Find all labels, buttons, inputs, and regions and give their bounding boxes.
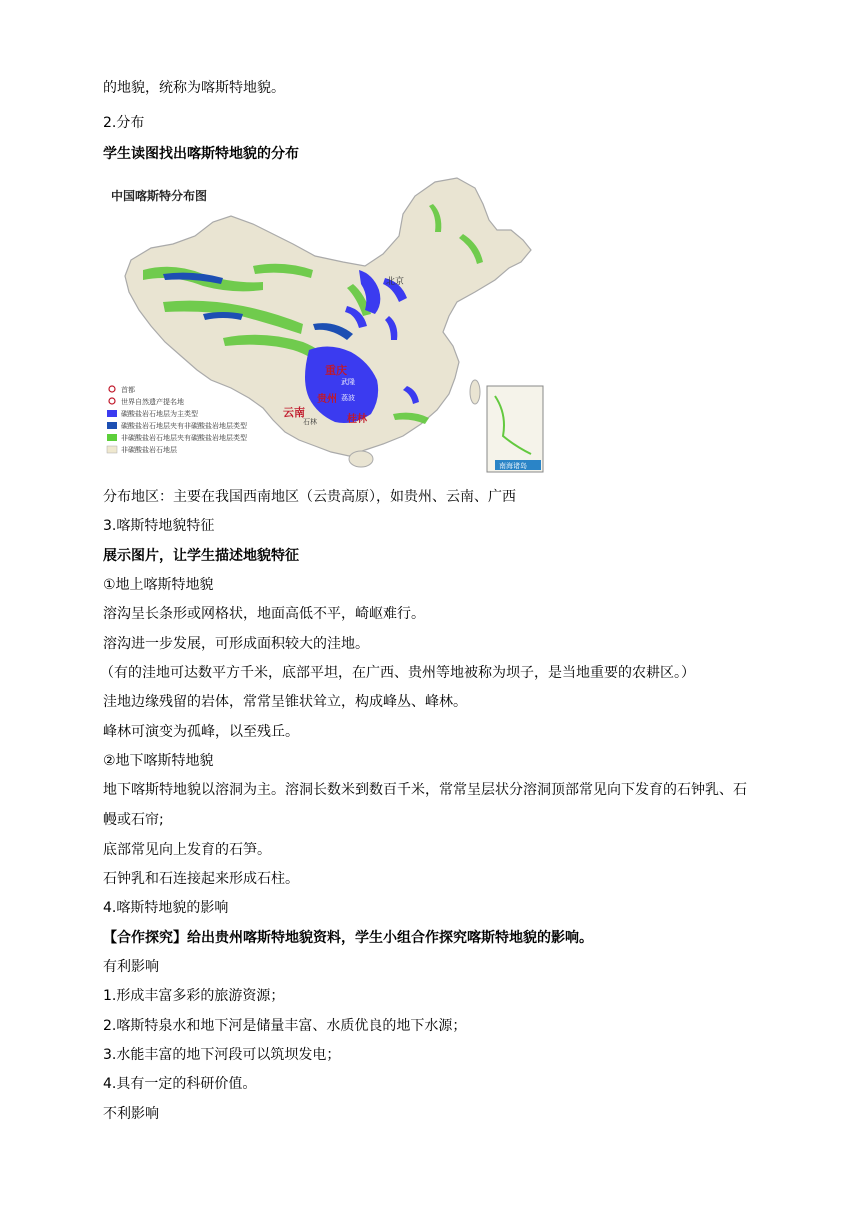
- map-title: 中国喀斯特分布图: [111, 189, 208, 203]
- legend-capital: 首都: [121, 386, 135, 394]
- paragraph-2: 溶沟进一步发展，可形成面积较大的洼地。: [103, 636, 369, 652]
- heading-impact: 4.喀斯特地貌的影响: [103, 900, 229, 916]
- instruction-read-map: 学生读图找出喀斯特地貌的分布: [103, 146, 299, 162]
- legend-noncarbonate: 非碳酸盐岩石地层: [121, 446, 177, 454]
- paragraph-8: 石钟乳和石连接起来形成石柱。: [103, 871, 299, 887]
- heading-distribution: 2.分布: [103, 115, 145, 131]
- label-shilin: 石林: [303, 418, 317, 426]
- subheading-underground-karst: ②地下喀斯特地貌: [103, 753, 214, 769]
- cooperative-inquiry: 【合作探究】给出贵州喀斯特地貌资料，学生小组合作探究喀斯特地貌的影响。: [103, 930, 593, 946]
- paragraph-6: 地下喀斯特地貌以溶洞为主。溶洞长数米到数百千米，常常呈层状分溶洞顶部常见向下发育的石钟乳、石幔或石帘;: [103, 782, 747, 828]
- label-yunnan: 云南: [283, 406, 305, 419]
- label-guizhou: 贵州: [317, 394, 337, 405]
- heading-features: 3.喀斯特地貌特征: [103, 518, 215, 534]
- label-south-sea: 南海诸岛: [499, 462, 527, 470]
- unfavorable-impact-heading: 不利影响: [103, 1106, 159, 1122]
- label-libo: 荔波: [341, 394, 355, 402]
- paragraph-1: 溶沟呈长条形或网格状，地面高低不平，崎岖难行。: [103, 606, 425, 622]
- favorable-item-3: 3.水能丰富的地下河段可以筑坝发电；: [103, 1047, 341, 1063]
- taiwan-island: [470, 380, 480, 404]
- intro-line: 的地貌，统称为喀斯特地貌。: [103, 80, 285, 96]
- legend-heritage: 世界自然遗产提名地: [121, 398, 184, 406]
- distribution-area: 分布地区：主要在我国西南地区（云贵高原），如贵州、云南、广西: [103, 489, 516, 505]
- favorable-impact-heading: 有利影响: [103, 959, 159, 975]
- subheading-surface-karst: ①地上喀斯特地貌: [103, 577, 214, 593]
- legend-mixed: 碳酸盐岩石地层夹有非碳酸盐岩地层类型: [121, 422, 247, 430]
- label-chongqing: 重庆: [325, 364, 347, 377]
- favorable-item-2: 2.喀斯特泉水和地下河是储量丰富、水质优良的地下水源；: [103, 1018, 467, 1034]
- instruction-show-pictures: 展示图片，让学生描述地貌特征: [103, 548, 299, 564]
- paragraph-3: （有的洼地可达数平方千米，底部平坦，在广西、贵州等地被称为坝子，是当地重要的农耕区。）: [100, 665, 695, 681]
- south-sea-inset: [487, 386, 543, 472]
- label-guilin: 桂林: [347, 414, 367, 425]
- legend-noncarbonate-mixed: 非碳酸盐岩石地层夹有碳酸盐岩地层类型: [121, 434, 247, 442]
- paragraph-4: 洼地边缘残留的岩体，常常呈锥状耸立，构成峰丛、峰林。: [103, 694, 467, 710]
- favorable-item-4: 4.具有一定的科研价值。: [103, 1076, 257, 1092]
- paragraph-5: 峰林可演变为孤峰，以至残丘。: [103, 724, 299, 740]
- paragraph-7: 底部常见向上发育的石笋。: [103, 842, 271, 858]
- label-wulong: 武隆: [341, 378, 355, 386]
- label-beijing: 北京: [386, 277, 405, 287]
- legend-carbonate: 碳酸盐岩石地层为主类型: [121, 410, 198, 418]
- hainan-island: [349, 451, 373, 467]
- china-karst-distribution-map: [103, 174, 548, 477]
- favorable-item-1: 1.形成丰富多彩的旅游资源；: [103, 988, 285, 1004]
